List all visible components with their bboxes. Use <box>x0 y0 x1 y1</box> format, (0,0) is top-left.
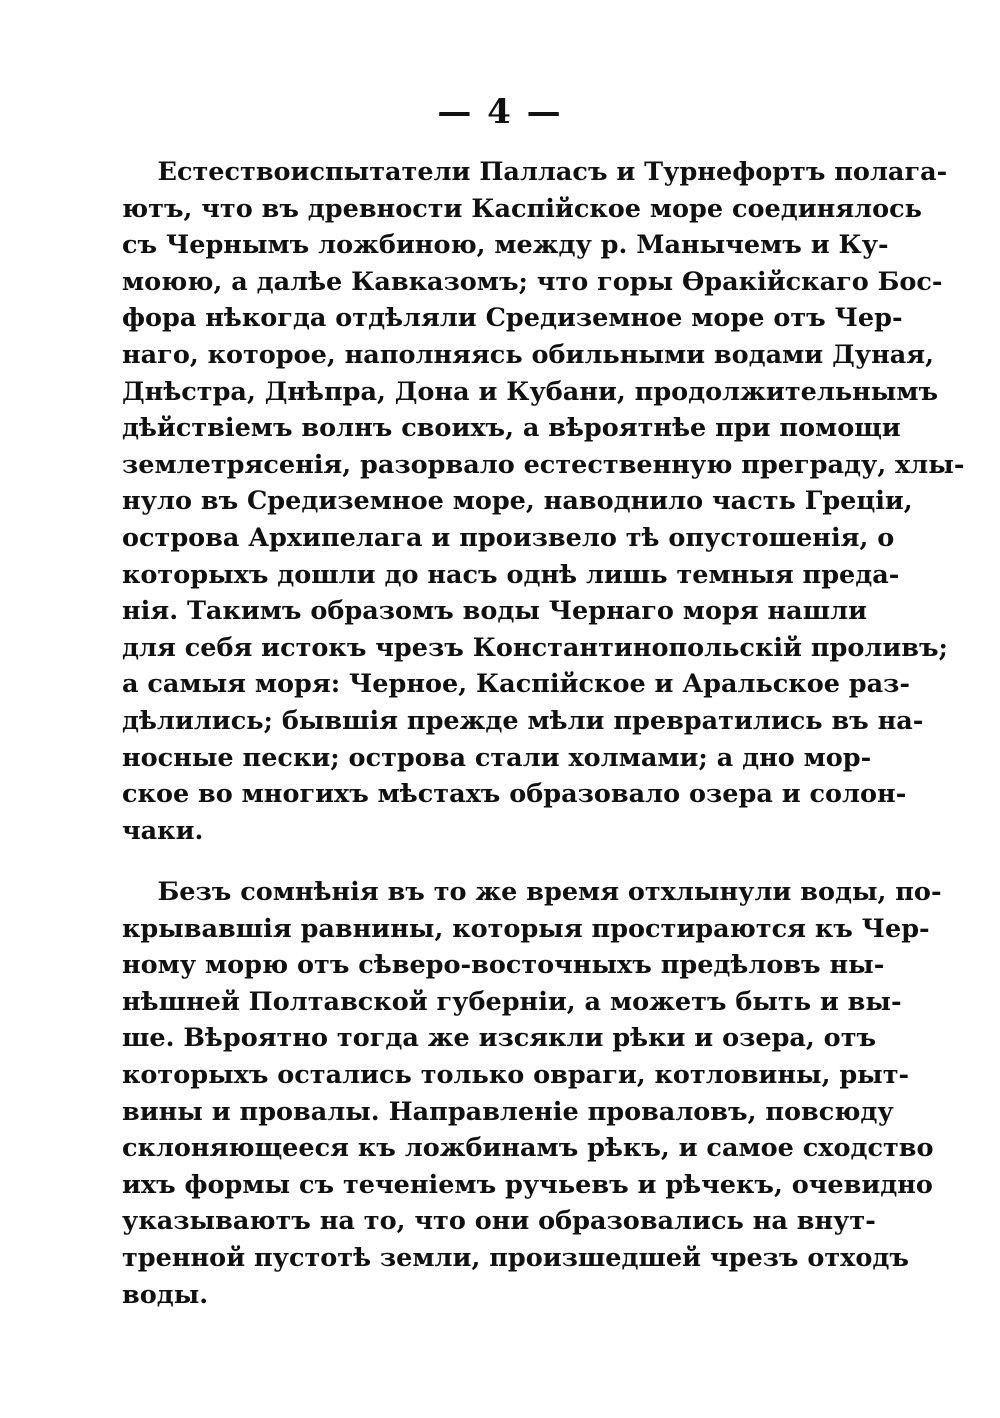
text-line: тренной пустотѣ земли, произшедшей чрезъ отходъ <box>122 1242 909 1273</box>
text-line: ному морю отъ сѣверо-восточныхъ предѣловъ ны- <box>122 950 885 981</box>
text-line: склоняющееся къ ложбинамъ рѣкъ, и самое сходство <box>122 1133 934 1164</box>
text-line: для себя истокъ чрезъ Константинопольскій проливъ; <box>122 632 948 663</box>
text-line: Днѣстра, Днѣпра, Дона и Кубани, продолжительнымъ <box>122 376 939 407</box>
page-number: — 4 — <box>437 92 563 132</box>
text-line: чаки. <box>122 815 204 846</box>
text-line: Естествоиспытатели Палласъ и Турнефортъ полага- <box>122 157 948 187</box>
text-line: воды. <box>122 1279 209 1310</box>
text-line: нѣшней Полтавской губерніи, а можетъ быть и вы- <box>122 986 902 1017</box>
text-line: ихъ формы съ теченіемъ ручьевъ и рѣчекъ, очевидно <box>122 1169 933 1200</box>
text-line: нуло въ Средиземное море, наводнило часть Греціи, <box>122 486 913 517</box>
text-line: дѣлились; бывшія прежде мѣли превратились въ на- <box>122 705 924 736</box>
text-line: указываютъ на то, что они образовались на внут- <box>122 1206 876 1237</box>
text-line: которыхъ дошли до насъ однѣ лишь темныя преда- <box>122 559 900 590</box>
text-line: а самыя моря: Черное, Каспійское и Аральское раз- <box>122 669 911 700</box>
text-line: землетрясенія, разорвало естественную преграду, хлы- <box>122 449 965 480</box>
text-line: носные пески; острова стали холмами; а дно мор- <box>122 742 872 773</box>
text-line: острова Архипелага и произвело тѣ опустошенія, о <box>122 522 895 553</box>
text-line: нія. Такимъ образомъ воды Чернаго моря нашли <box>122 596 867 627</box>
text-line: вины и провалы. Направленіе проваловъ, повсюду <box>122 1096 894 1127</box>
text-line: Безъ сомнѣнія въ то же время отхлынули воды, по- <box>122 877 942 907</box>
text-line: дѣйствіемъ волнъ своихъ, а вѣроятнѣе при помощи <box>122 413 901 444</box>
paragraph-1 <box>122 154 965 849</box>
text-line: съ Чернымъ ложбиною, между р. Манычемъ и Ку- <box>122 230 889 261</box>
text-line: ше. Вѣроятно тогда же изсякли рѣки и озера, отъ <box>122 1023 877 1054</box>
text-line: ютъ, что въ древности Каспійское море соединялось <box>122 193 922 224</box>
text-line: которыхъ остались только овраги, котловины, рыт- <box>122 1059 910 1090</box>
text-line: фора нѣкогда отдѣляли Средиземное море отъ Чер- <box>122 303 903 334</box>
paragraph-2 <box>122 874 942 1313</box>
text-line: крывавшія равнины, которыя простираются къ Чер- <box>122 913 930 944</box>
text-line: ское во многихъ мѣстахъ образовало озера и солон- <box>122 779 907 810</box>
text-line: моюю, а далѣе Кавказомъ; что горы Ѳракійскаго Бос- <box>122 266 943 297</box>
text-line: наго, которое, наполняясь обильными водами Дуная, <box>122 339 934 370</box>
